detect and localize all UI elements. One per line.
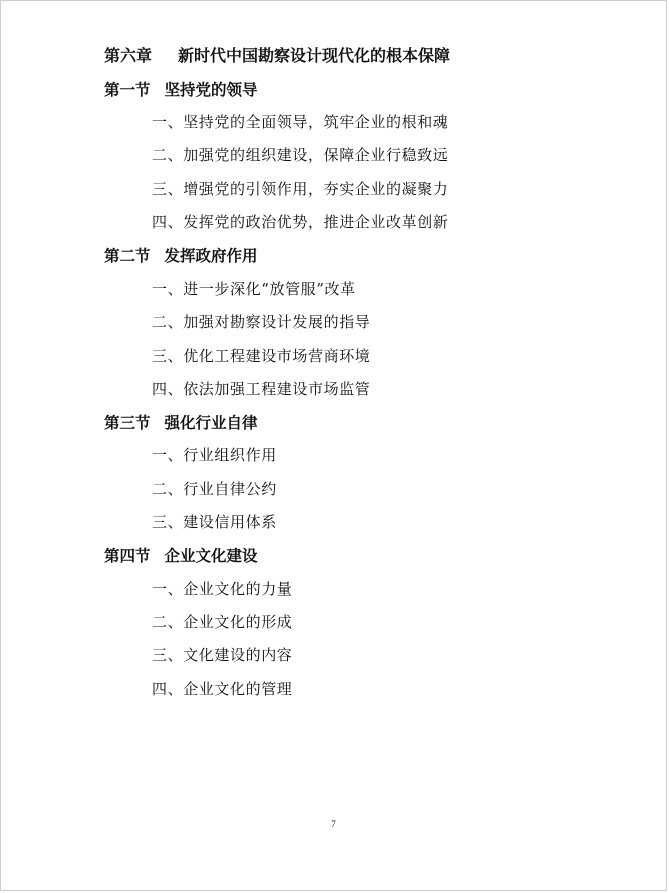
section-title: 坚持党的领导 (164, 81, 258, 99)
toc-item: 一、坚持党的全面领导，筑牢企业的根和魂 (152, 113, 449, 131)
toc-item: 三、优化工程建设市场营商环境 (152, 347, 371, 365)
page-number: 7 (331, 819, 336, 829)
section-heading (104, 411, 258, 433)
toc-item: 三、建设信用体系 (152, 513, 277, 531)
toc-item: 二、加强党的组织建设，保障企业行稳致远 (152, 146, 449, 164)
chapter-number: 第六章 (104, 46, 153, 65)
toc-item: 二、行业自律公约 (152, 480, 277, 498)
toc-item: 四、依法加强工程建设市场监管 (152, 380, 371, 398)
toc-item: 一、行业组织作用 (152, 446, 277, 464)
section-title: 强化行业自律 (164, 414, 258, 432)
section-number: 第三节 (104, 414, 151, 432)
toc-item: 四、企业文化的管理 (152, 680, 293, 698)
section-number: 第四节 (104, 547, 151, 565)
toc-item: 三、文化建设的内容 (152, 646, 293, 664)
section-title: 发挥政府作用 (164, 247, 258, 265)
section-heading (104, 544, 258, 566)
toc-item: 四、发挥党的政治优势，推进企业改革创新 (152, 213, 449, 231)
toc-item: 二、企业文化的形成 (152, 613, 293, 631)
toc-item: 二、加强对勘察设计发展的指导 (152, 313, 371, 331)
toc-item: 一、进一步深化“放管服”改革 (152, 280, 356, 298)
toc-item: 三、增强党的引领作用，夯实企业的凝聚力 (152, 180, 449, 198)
section-title: 企业文化建设 (164, 547, 258, 565)
toc-item: 一、企业文化的力量 (152, 580, 293, 598)
chapter-heading (104, 43, 450, 66)
chapter-title: 新时代中国勘察设计现代化的根本保障 (178, 46, 451, 65)
section-heading (104, 244, 258, 266)
section-heading (104, 78, 258, 100)
section-number: 第一节 (104, 81, 151, 99)
section-number: 第二节 (104, 247, 151, 265)
